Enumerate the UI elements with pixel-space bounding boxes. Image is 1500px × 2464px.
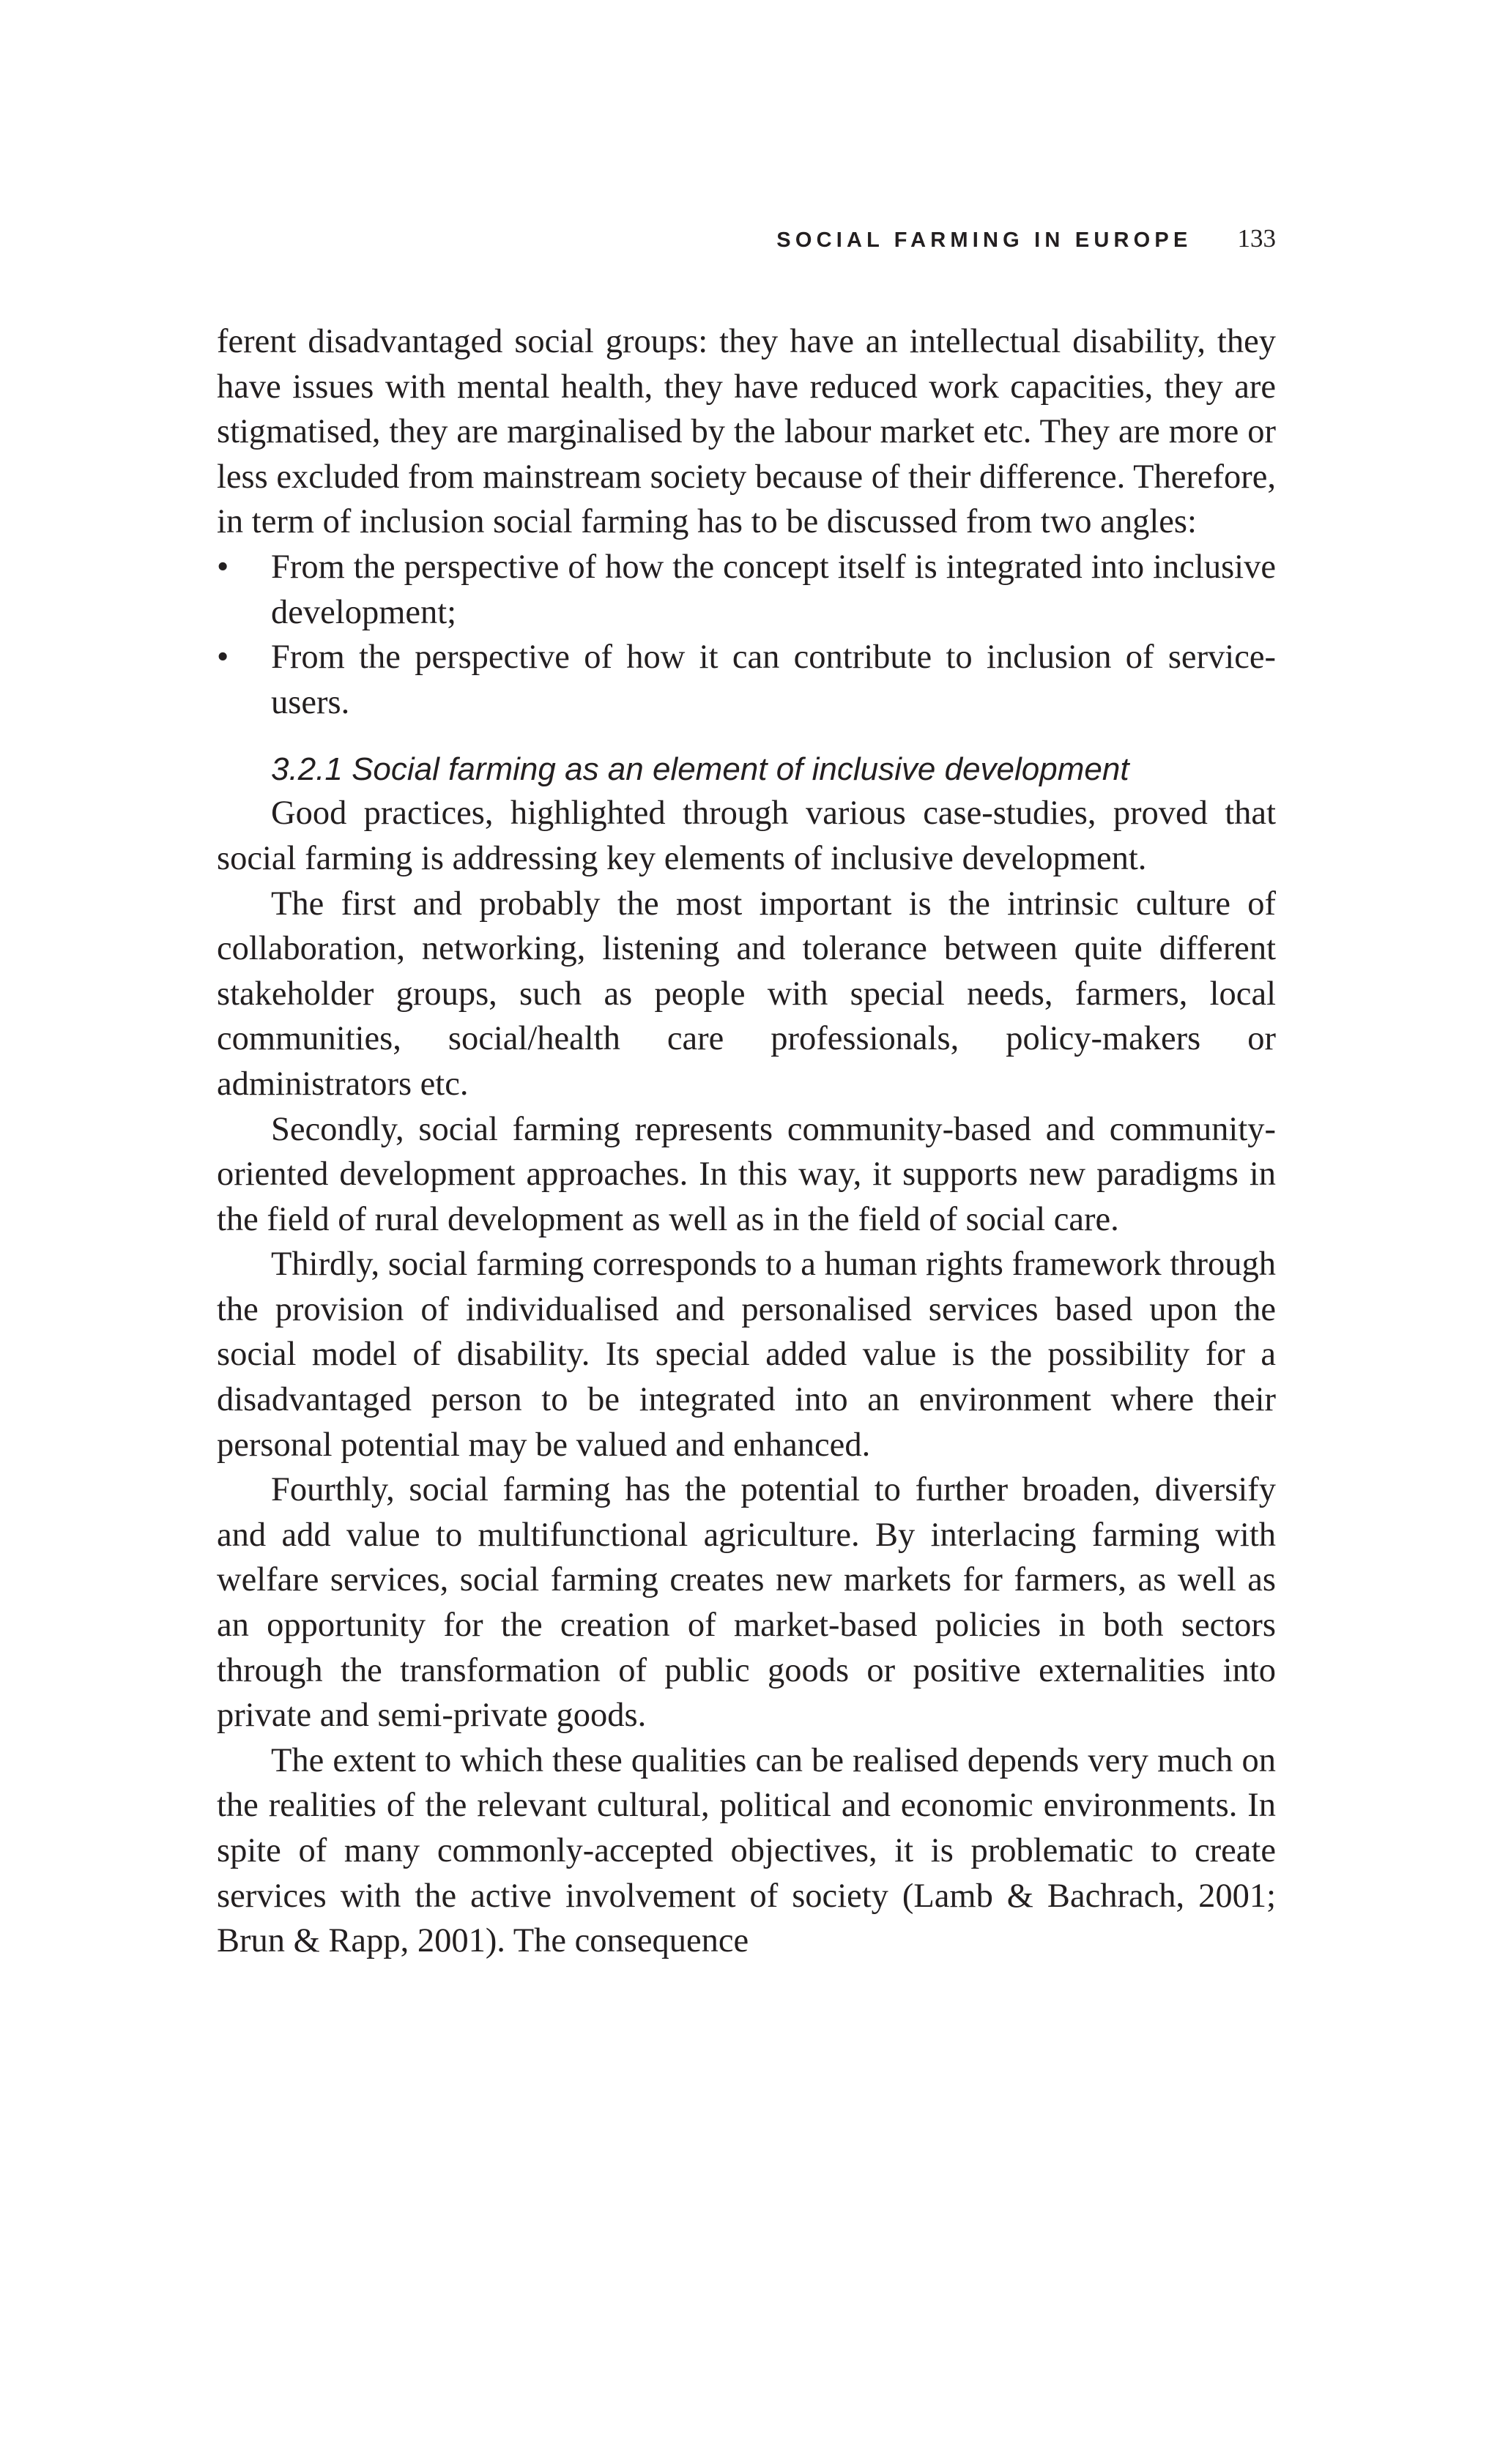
section-paragraph: Good practices, highlighted through various case-studies, proved that social farming is addressing key elements of inclusive development. <box>217 794 1276 877</box>
running-head-title: SOCIAL FARMING IN EUROPE <box>776 228 1192 252</box>
body-text <box>217 319 1276 1964</box>
running-head <box>217 224 1276 258</box>
bullet-item <box>217 545 1276 635</box>
section-heading: 3.2.1 Social farming as an element of inclusive development <box>271 751 1129 788</box>
section-paragraph: The first and probably the most important is the intrinsic culture of collaboration, networking, listening and tolerance between quite different stakeholder groups, such as people with special needs, farmers, local communities, social/health care professionals, policy-makers or administrators etc. <box>217 885 1276 1103</box>
intro-paragraph: ferent disadvantaged social groups: they have an intellectual disability, they have issues with mental health, they have reduced work capacities, they are stigmatised, they are marginalised by the labour market etc. They are more or less excluded from mainstream society because of their difference. Therefore, in term of inclusion social farming has to be discussed from two angles: <box>217 323 1276 541</box>
section-paragraph: Thirdly, social farming corresponds to a human rights framework through the provision of individualised and personalised services based upon the social model of disability. Its special added value is the possibility for a disadvantaged person to be integrated into an environment where their personal potential may be valued and enhanced. <box>217 1246 1276 1464</box>
page-number: 133 <box>1237 224 1276 253</box>
bullet-icon: • <box>217 548 229 586</box>
bullet-text: From the perspective of how the concept itself is integrated into inclusive development; <box>271 548 1276 631</box>
bullet-icon: • <box>217 639 229 677</box>
bullet-text: From the perspective of how it can contribute to inclusion of service-users. <box>271 639 1276 721</box>
section-paragraph: The extent to which these qualities can be realised depends very much on the realities of the relevant cultural, political and economic environments. In spite of many commonly-accepted objectives, it is problematic to create services with the active involvement of society (Lamb & Bachrach, 2001; Brun & Rapp, 2001). The consequence <box>217 1741 1276 1960</box>
bullet-list <box>217 545 1276 725</box>
bullet-item <box>217 635 1276 725</box>
section-paragraph: Secondly, social farming represents community-based and community-oriented development approaches. In this way, it supports new paradigms in the field of rural development as well as in the field of social care. <box>217 1110 1276 1238</box>
section-paragraph: Fourthly, social farming has the potential to further broaden, diversify and add value to multifunctional agriculture. By interlacing farming with welfare services, social farming creates new markets for farmers, as well as an opportunity for the creation of market-based policies in both sectors through the transformation of public goods or positive externalities into private and semi-private goods. <box>217 1471 1276 1735</box>
